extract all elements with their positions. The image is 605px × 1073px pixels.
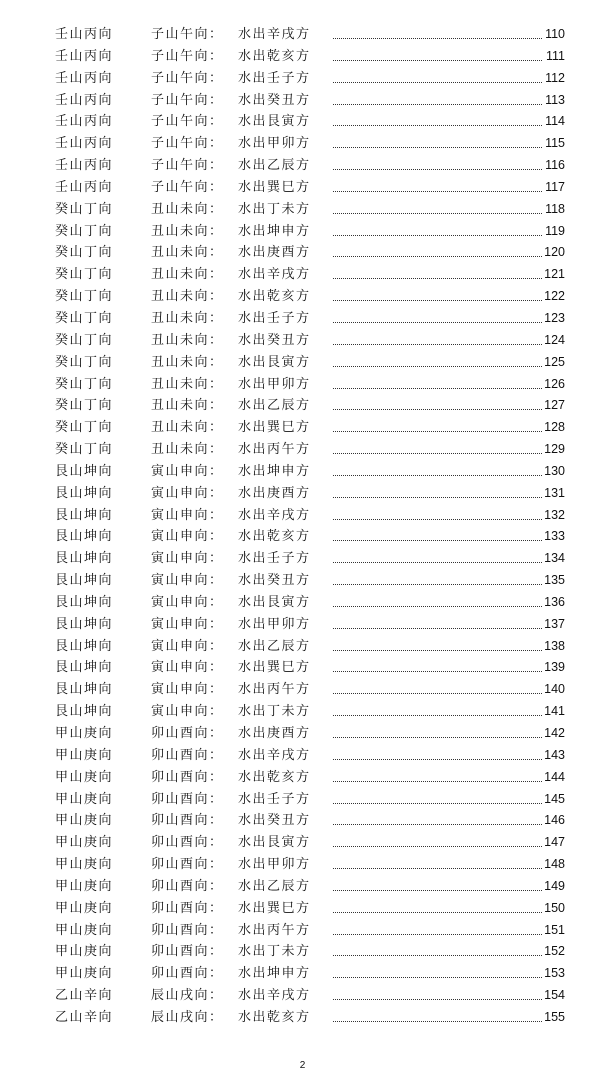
dot-leader [333, 540, 542, 541]
entry-paired-direction: 丑山未向： [151, 442, 224, 458]
entry-paired-direction: 卯山酉向： [151, 835, 224, 851]
dot-leader [333, 82, 542, 83]
entry-page-number: 128 [544, 420, 565, 435]
entry-mountain-direction: 癸山丁向 [55, 289, 114, 305]
entry-paired-direction: 子山午向： [151, 92, 224, 108]
entry-page-number: 113 [545, 92, 565, 107]
entry-page-number: 149 [544, 878, 565, 893]
toc-entry[interactable] [0, 24, 605, 46]
entry-page-number: 136 [544, 594, 565, 609]
toc-entry[interactable] [0, 90, 605, 112]
entry-water-exit: 水出乾亥方 [238, 1009, 311, 1025]
toc-entry[interactable] [0, 242, 605, 264]
toc-entry[interactable] [0, 723, 605, 745]
dot-leader [333, 846, 542, 847]
entry-page-number: 148 [544, 857, 565, 872]
toc-entry[interactable] [0, 483, 605, 505]
toc-entry[interactable] [0, 963, 605, 985]
toc-entry[interactable] [0, 221, 605, 243]
entry-paired-direction: 丑山未向： [151, 201, 224, 217]
entry-mountain-direction: 癸山丁向 [55, 376, 114, 392]
toc-entry[interactable] [0, 876, 605, 898]
entry-page-number: 145 [544, 791, 565, 806]
entry-water-exit: 水出乾亥方 [238, 529, 311, 545]
dot-leader [333, 934, 542, 935]
entry-page-number: 126 [544, 376, 565, 391]
entry-paired-direction: 丑山未向： [151, 398, 224, 414]
toc-entry[interactable] [0, 46, 605, 68]
entry-page-number: 155 [544, 1009, 565, 1024]
toc-entry[interactable] [0, 985, 605, 1007]
entry-paired-direction: 卯山酉向： [151, 900, 224, 916]
entry-water-exit: 水出坤申方 [238, 223, 311, 239]
entry-paired-direction: 卯山酉向： [151, 791, 224, 807]
entry-page-number: 151 [544, 922, 565, 937]
entry-mountain-direction: 甲山庚向 [55, 769, 114, 785]
entry-mountain-direction: 壬山丙向 [55, 136, 114, 152]
toc-entry[interactable] [0, 941, 605, 963]
dot-leader [333, 650, 542, 651]
entry-paired-direction: 寅山申向： [151, 660, 224, 676]
entry-water-exit: 水出坤申方 [238, 966, 311, 982]
entry-paired-direction: 子山午向： [151, 136, 224, 152]
entry-water-exit: 水出乾亥方 [238, 289, 311, 305]
entry-page-number: 123 [544, 310, 565, 325]
entry-page-number: 121 [544, 267, 565, 282]
entry-page-number: 110 [545, 27, 565, 41]
entry-water-exit: 水出癸丑方 [238, 92, 311, 108]
dot-leader [333, 191, 542, 192]
toc-entry[interactable] [0, 767, 605, 789]
toc-entry[interactable] [0, 461, 605, 483]
entry-paired-direction: 寅山申向： [151, 485, 224, 501]
entry-water-exit: 水出辛戌方 [238, 27, 311, 42]
entry-paired-direction: 丑山未向： [151, 267, 224, 283]
entry-paired-direction: 丑山未向： [151, 332, 224, 348]
entry-water-exit: 水出丁未方 [238, 704, 311, 720]
dot-leader [333, 60, 542, 61]
entry-paired-direction: 卯山酉向： [151, 966, 224, 982]
entry-paired-direction: 寅山申向： [151, 594, 224, 610]
entry-paired-direction: 寅山申向： [151, 529, 224, 545]
entry-water-exit: 水出甲卯方 [238, 857, 311, 873]
entry-page-number: 111 [545, 48, 565, 63]
toc-entry[interactable] [0, 636, 605, 658]
entry-page-number: 135 [544, 573, 565, 588]
entry-mountain-direction: 甲山庚向 [55, 966, 114, 982]
entry-water-exit: 水出巽巳方 [238, 179, 311, 195]
entry-page-number: 139 [544, 660, 565, 675]
entry-mountain-direction: 壬山丙向 [55, 114, 114, 130]
toc-entry[interactable] [0, 832, 605, 854]
entry-mountain-direction: 壬山丙向 [55, 27, 114, 42]
dot-leader [333, 999, 542, 1000]
entry-page-number: 138 [544, 638, 565, 653]
entry-page-number: 114 [545, 114, 565, 129]
dot-leader [333, 388, 542, 389]
entry-water-exit: 水出艮寅方 [238, 594, 311, 610]
toc-entry[interactable] [0, 657, 605, 679]
entry-paired-direction: 丑山未向： [151, 289, 224, 305]
entry-paired-direction: 卯山酉向： [151, 769, 224, 785]
entry-page-number: 154 [544, 988, 565, 1003]
entry-water-exit: 水出乙辰方 [238, 158, 311, 174]
toc-entry[interactable] [0, 920, 605, 942]
toc-entry[interactable] [0, 264, 605, 286]
entry-page-number: 152 [544, 944, 565, 959]
toc-entry[interactable] [0, 1007, 605, 1029]
entry-water-exit: 水出巽巳方 [238, 900, 311, 916]
dot-leader [333, 431, 542, 432]
entry-mountain-direction: 艮山坤向 [55, 660, 114, 676]
entry-page-number: 140 [544, 682, 565, 697]
toc-entry[interactable] [0, 111, 605, 133]
toc-entry[interactable] [0, 417, 605, 439]
entry-water-exit: 水出癸丑方 [238, 573, 311, 589]
entry-page-number: 131 [544, 485, 565, 500]
entry-page-number: 120 [544, 245, 565, 260]
toc-entry[interactable] [0, 439, 605, 461]
entry-mountain-direction: 癸山丁向 [55, 398, 114, 414]
entry-page-number: 143 [544, 747, 565, 762]
entry-water-exit: 水出乙辰方 [238, 878, 311, 894]
dot-leader [333, 409, 542, 410]
entry-paired-direction: 寅山申向： [151, 638, 224, 654]
entry-paired-direction: 寅山申向： [151, 573, 224, 589]
entry-water-exit: 水出乾亥方 [238, 48, 311, 64]
entry-water-exit: 水出丙午方 [238, 682, 311, 698]
toc-entry[interactable] [0, 854, 605, 876]
toc-entry[interactable] [0, 308, 605, 330]
entry-water-exit: 水出壬子方 [238, 70, 311, 86]
entry-paired-direction: 寅山申向： [151, 704, 224, 720]
entry-paired-direction: 卯山酉向： [151, 922, 224, 938]
dot-leader [333, 256, 542, 257]
entry-water-exit: 水出丁未方 [238, 201, 311, 217]
dot-leader [333, 322, 542, 323]
dot-leader [333, 628, 542, 629]
entry-mountain-direction: 癸山丁向 [55, 442, 114, 458]
entry-paired-direction: 子山午向： [151, 70, 224, 86]
dot-leader [333, 213, 542, 214]
entry-mountain-direction: 癸山丁向 [55, 332, 114, 348]
entry-page-number: 142 [544, 726, 565, 740]
toc-entry[interactable] [0, 286, 605, 308]
dot-leader [333, 955, 542, 956]
entry-mountain-direction: 癸山丁向 [55, 201, 114, 217]
entry-water-exit: 水出艮寅方 [238, 114, 311, 130]
entry-page-number: 134 [544, 551, 565, 566]
dot-leader [333, 584, 542, 585]
dot-leader [333, 104, 542, 105]
entry-mountain-direction: 艮山坤向 [55, 638, 114, 654]
entry-paired-direction: 丑山未向： [151, 223, 224, 239]
dot-leader [333, 125, 542, 126]
entry-water-exit: 水出巽巳方 [238, 660, 311, 676]
dot-leader [333, 737, 542, 738]
entry-water-exit: 水出乾亥方 [238, 769, 311, 785]
entry-water-exit: 水出巽巳方 [238, 420, 311, 436]
entry-page-number: 144 [544, 769, 565, 784]
dot-leader [333, 497, 542, 498]
entry-mountain-direction: 甲山庚向 [55, 922, 114, 938]
dot-leader [333, 1021, 542, 1022]
table-of-contents [0, 24, 605, 1029]
entry-mountain-direction: 壬山丙向 [55, 179, 114, 195]
entry-page-number: 125 [544, 354, 565, 369]
toc-entry[interactable] [0, 395, 605, 417]
entry-paired-direction: 寅山申向： [151, 507, 224, 523]
dot-leader [333, 344, 542, 345]
toc-entry[interactable] [0, 177, 605, 199]
entry-water-exit: 水出丁未方 [238, 944, 311, 960]
entry-mountain-direction: 艮山坤向 [55, 529, 114, 545]
toc-entry[interactable] [0, 352, 605, 374]
dot-leader [333, 781, 542, 782]
dot-leader [333, 912, 542, 913]
entry-mountain-direction: 甲山庚向 [55, 857, 114, 873]
entry-paired-direction: 卯山酉向： [151, 857, 224, 873]
entry-mountain-direction: 癸山丁向 [55, 267, 114, 283]
entry-page-number: 153 [544, 966, 565, 981]
entry-mountain-direction: 艮山坤向 [55, 507, 114, 523]
page-number: 2 [299, 1060, 306, 1071]
entry-paired-direction: 卯山酉向： [151, 878, 224, 894]
entry-page-number: 130 [544, 463, 565, 478]
entry-page-number: 146 [544, 813, 565, 828]
dot-leader [333, 803, 542, 804]
entry-mountain-direction: 艮山坤向 [55, 682, 114, 698]
dot-leader [333, 977, 542, 978]
entry-mountain-direction: 甲山庚向 [55, 747, 114, 763]
entry-paired-direction: 子山午向： [151, 48, 224, 64]
entry-paired-direction: 丑山未向： [151, 245, 224, 261]
entry-page-number: 112 [545, 70, 565, 85]
entry-mountain-direction: 甲山庚向 [55, 791, 114, 807]
entry-page-number: 127 [544, 398, 565, 413]
entry-mountain-direction: 甲山庚向 [55, 944, 114, 960]
toc-entry[interactable] [0, 898, 605, 920]
dot-leader [333, 235, 542, 236]
dot-leader [333, 278, 542, 279]
entry-paired-direction: 辰山戌向： [151, 1009, 224, 1025]
dot-leader [333, 147, 542, 148]
entry-page-number: 124 [544, 332, 565, 347]
entry-paired-direction: 卯山酉向： [151, 944, 224, 960]
entry-water-exit: 水出庚酉方 [238, 485, 311, 501]
entry-mountain-direction: 甲山庚向 [55, 900, 114, 916]
entry-paired-direction: 寅山申向： [151, 551, 224, 567]
entry-mountain-direction: 壬山丙向 [55, 92, 114, 108]
entry-page-number: 118 [545, 201, 565, 216]
entry-mountain-direction: 甲山庚向 [55, 835, 114, 851]
entry-mountain-direction: 艮山坤向 [55, 573, 114, 589]
entry-water-exit: 水出辛戌方 [238, 267, 311, 283]
entry-paired-direction: 子山午向： [151, 114, 224, 130]
entry-mountain-direction: 甲山庚向 [55, 878, 114, 894]
entry-page-number: 141 [544, 704, 565, 719]
entry-page-number: 133 [544, 529, 565, 544]
entry-water-exit: 水出艮寅方 [238, 354, 311, 370]
entry-water-exit: 水出乙辰方 [238, 638, 311, 654]
entry-paired-direction: 卯山酉向： [151, 813, 224, 829]
toc-entry[interactable] [0, 679, 605, 701]
entry-water-exit: 水出甲卯方 [238, 136, 311, 152]
entry-water-exit: 水出丙午方 [238, 442, 311, 458]
dot-leader [333, 300, 542, 301]
entry-water-exit: 水出丙午方 [238, 922, 311, 938]
toc-entry[interactable] [0, 614, 605, 636]
dot-leader [333, 562, 542, 563]
entry-mountain-direction: 艮山坤向 [55, 551, 114, 567]
entry-water-exit: 水出壬子方 [238, 310, 311, 326]
entry-water-exit: 水出壬子方 [238, 551, 311, 567]
toc-entry[interactable] [0, 570, 605, 592]
entry-water-exit: 水出庚酉方 [238, 245, 311, 261]
entry-water-exit: 水出癸丑方 [238, 813, 311, 829]
dot-leader [333, 475, 542, 476]
toc-entry[interactable] [0, 133, 605, 155]
entry-paired-direction: 丑山未向： [151, 310, 224, 326]
entry-water-exit: 水出癸丑方 [238, 332, 311, 348]
entry-mountain-direction: 艮山坤向 [55, 594, 114, 610]
dot-leader [333, 671, 542, 672]
entry-paired-direction: 寅山申向： [151, 463, 224, 479]
toc-entry[interactable] [0, 155, 605, 177]
entry-paired-direction: 丑山未向： [151, 354, 224, 370]
toc-entry[interactable] [0, 199, 605, 221]
entry-paired-direction: 寅山申向： [151, 682, 224, 698]
toc-entry[interactable] [0, 374, 605, 396]
toc-entry[interactable] [0, 526, 605, 548]
entry-mountain-direction: 乙山辛向 [55, 988, 114, 1004]
dot-leader [333, 824, 542, 825]
entry-page-number: 122 [544, 289, 565, 304]
entry-mountain-direction: 甲山庚向 [55, 726, 114, 741]
entry-mountain-direction: 艮山坤向 [55, 463, 114, 479]
entry-page-number: 132 [544, 507, 565, 522]
entry-water-exit: 水出甲卯方 [238, 616, 311, 632]
dot-leader [333, 366, 542, 367]
dot-leader [333, 38, 542, 39]
entry-mountain-direction: 壬山丙向 [55, 158, 114, 174]
entry-water-exit: 水出坤申方 [238, 463, 311, 479]
entry-mountain-direction: 癸山丁向 [55, 420, 114, 436]
entry-water-exit: 水出辛戌方 [238, 988, 311, 1004]
entry-page-number: 117 [545, 179, 565, 194]
toc-entry[interactable] [0, 330, 605, 352]
entry-mountain-direction: 癸山丁向 [55, 354, 114, 370]
entry-page-number: 115 [545, 136, 565, 151]
dot-leader [333, 759, 542, 760]
toc-entry[interactable] [0, 810, 605, 832]
dot-leader [333, 169, 542, 170]
entry-page-number: 116 [545, 158, 565, 173]
entry-paired-direction: 辰山戌向： [151, 988, 224, 1004]
entry-mountain-direction: 壬山丙向 [55, 70, 114, 86]
toc-entry[interactable] [0, 548, 605, 570]
toc-entry[interactable] [0, 701, 605, 723]
entry-page-number: 119 [545, 223, 565, 238]
entry-paired-direction: 子山午向： [151, 179, 224, 195]
dot-leader [333, 606, 542, 607]
entry-page-number: 147 [544, 835, 565, 850]
entry-paired-direction: 卯山酉向： [151, 747, 224, 763]
entry-paired-direction: 子山午向： [151, 158, 224, 174]
entry-paired-direction: 丑山未向： [151, 420, 224, 436]
entry-paired-direction: 卯山酉向： [151, 726, 224, 741]
entry-mountain-direction: 艮山坤向 [55, 704, 114, 720]
entry-water-exit: 水出辛戌方 [238, 507, 311, 523]
entry-water-exit: 水出甲卯方 [238, 376, 311, 392]
entry-paired-direction: 子山午向： [151, 27, 224, 42]
entry-page-number: 150 [544, 900, 565, 915]
entry-mountain-direction: 乙山辛向 [55, 1009, 114, 1025]
entry-page-number: 129 [544, 442, 565, 457]
toc-entry[interactable] [0, 68, 605, 90]
dot-leader [333, 693, 542, 694]
dot-leader [333, 868, 542, 869]
toc-entry[interactable] [0, 592, 605, 614]
entry-water-exit: 水出壬子方 [238, 791, 311, 807]
entry-paired-direction: 寅山申向： [151, 616, 224, 632]
entry-water-exit: 水出辛戌方 [238, 747, 311, 763]
entry-mountain-direction: 甲山庚向 [55, 813, 114, 829]
entry-paired-direction: 丑山未向： [151, 376, 224, 392]
entry-mountain-direction: 癸山丁向 [55, 310, 114, 326]
dot-leader [333, 715, 542, 716]
entry-water-exit: 水出乙辰方 [238, 398, 311, 414]
toc-entry[interactable] [0, 505, 605, 527]
entry-water-exit: 水出艮寅方 [238, 835, 311, 851]
entry-water-exit: 水出庚酉方 [238, 726, 311, 741]
toc-entry[interactable] [0, 745, 605, 767]
entry-page-number: 137 [544, 616, 565, 631]
entry-mountain-direction: 艮山坤向 [55, 616, 114, 632]
dot-leader [333, 453, 542, 454]
dot-leader [333, 890, 542, 891]
entry-mountain-direction: 艮山坤向 [55, 485, 114, 501]
entry-mountain-direction: 癸山丁向 [55, 245, 114, 261]
toc-entry[interactable] [0, 789, 605, 811]
entry-mountain-direction: 癸山丁向 [55, 223, 114, 239]
entry-mountain-direction: 壬山丙向 [55, 48, 114, 64]
dot-leader [333, 519, 542, 520]
